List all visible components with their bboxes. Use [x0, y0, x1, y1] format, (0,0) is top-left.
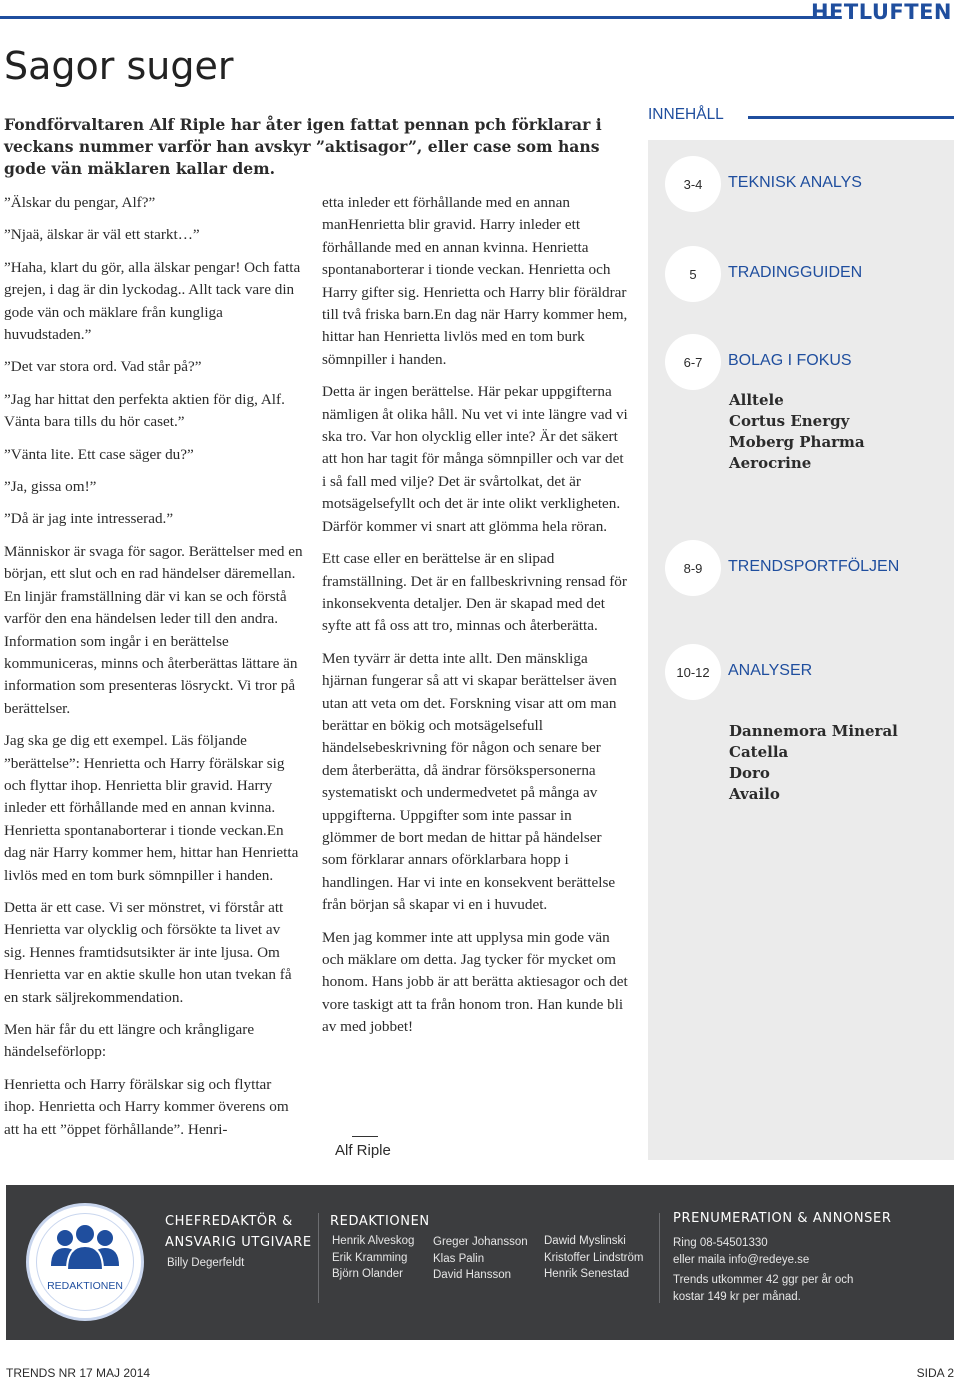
bolag-list — [729, 390, 865, 474]
toc-page-badge: 6-7 — [665, 334, 721, 390]
paragraph: ”Jag har hittat den perfekta aktien för dig, Alf. Vänta bara tills du hör caset.” — [4, 390, 285, 431]
masthead-footer — [6, 1185, 954, 1340]
top-rule — [0, 16, 838, 19]
paragraph: Men jag kommer inte att upplysa min gode vän och mäklare om detta. Jag tycker för mycket om honom. Hans jobb är att berätta aktiesagor och det vore taskigt att ta från honom tron. Han kunde bli av med jobbet! — [322, 928, 628, 1036]
company-name: Aerocrine — [729, 454, 812, 472]
toc-item-bolag-i-fokus[interactable] — [655, 334, 950, 394]
staff-name: Björn Olander — [332, 1268, 403, 1280]
footer-divider — [659, 1213, 660, 1303]
staff-name: Greger Johansson — [433, 1236, 528, 1248]
editor-heading-line: ANSVARIG UTGIVARE — [165, 1235, 312, 1250]
paragraph: ”Haha, klart du gör, alla älskar pengar! Och fatta grejen, i dag är din lyckodag.. Allt tack vare din gode vän och mäklare från kungliga huvudstaden.” — [4, 258, 301, 344]
staff-name: Kristoffer Lindström — [544, 1251, 644, 1264]
subscribe-contact — [673, 1235, 809, 1268]
editor-heading-line: CHEFREDAKTÖR & — [165, 1214, 293, 1229]
sidebar-title: INNEHÅLL — [648, 106, 724, 123]
analyser-list — [729, 721, 898, 805]
paragraph: Henrietta och Harry förälskar sig och flyttar ihop. Henrietta och Harry kommer överens om att ha ett ”öppet förhållande”. Henri- — [4, 1075, 289, 1138]
article-title: Sagor suger — [4, 44, 234, 88]
staff-name: Klas Palin — [433, 1252, 485, 1265]
toc-label: TRADINGGUIDEN — [728, 264, 863, 281]
section-tag: HETLUFTEN — [810, 0, 952, 24]
staff-name: Henrik Senestad — [544, 1268, 630, 1280]
company-name: Doro — [729, 764, 770, 782]
toc-label: ANALYSER — [728, 662, 813, 679]
paragraph: ”Älskar du pengar, Alf?” — [4, 194, 156, 211]
editor-name: Billy Degerfeldt — [167, 1257, 245, 1269]
toc-page-badge: 3-4 — [665, 156, 721, 212]
subscribe-info — [673, 1272, 853, 1305]
toc-label: TRENDSPORTFÖLJEN — [728, 558, 900, 575]
paragraph: Jag ska ge dig ett exempel. Läs följande ”berättelse”: Henrietta och Harry förälskar sig och flyttar ihop. Henrietta blir gravid. Harry inleder ett förhållande med en annan kvinna. Henrietta spontanaborterar i tionde veckan.En dag när Harry kommer hem, hittar han Henrietta livlös med en tom burk sömnpiller i handen. — [4, 732, 299, 884]
paragraph: ”Vänta lite. Ett case säger du?” — [4, 445, 194, 463]
paragraph: Men tyvärr är detta inte allt. Den mänskliga hjärnan fungerar så att vi skapar berättelser även utan att veta om det. Forskning visar att om man berättar en bökig och motsägelsefull händelsebeskrivning för någon och senare ber dem återberätta, då ändrar försökspersonerna systematiskt och undermedvetet på många av uppgifterna. Uppgifter som inte passar in glömmer de bort medan de hittar på händelser som förklarar annars oförklarbara hopp i handlingen. Har vi inte en konsekvent berättelse från början så skapar vi en i huvudet. — [322, 649, 617, 914]
toc-item-trendsportfoljen[interactable] — [655, 540, 950, 600]
paragraph: Men här får du ett längre och krångligare händelseförlopp: — [4, 1021, 255, 1061]
article-column-2 — [322, 192, 628, 1049]
paragraph: Människor är svaga för sagor. Berättelser med en början, ett slut och en rad händelser däremellan. En linjär framställning där vi kan se och förstå varför den ena händelsen leder till den andra. Information som ingår i en berättelse kommuniceras, minns och återberättas lättare än information som presenteras lösryckt. Vi tror på berättelser. — [4, 542, 303, 717]
paragraph: etta inleder ett förhållande med en annan manHenrietta blir gravid. Harry inleder ett förhållande med en annan kvinna. Henrietta spontanaborterar i tionde veckan. Henrietta och Harry gifter sig. Henrietta och Harry blir föräldrar till två friska barn.En dag när Harry kommer hem, hittar han Henrietta livlös med en tom burk sömnpiller i handen. — [322, 194, 628, 368]
paragraph: Ett case eller en berättelse är en slipad framställning. Det är en fallbeskrivning rensad för inkonsekventa detaljer. Den är skapad med det syfte att få oss att tro, minnas och återberätta. — [322, 550, 627, 635]
sidebar-header — [648, 106, 954, 124]
staff-name: Dawid Myslinski — [544, 1235, 626, 1247]
paragraph: ”Njaä, älskar är väl ett starkt…” — [4, 226, 200, 244]
toc-item-teknisk-analys[interactable] — [655, 156, 950, 216]
company-name: Availo — [729, 785, 780, 803]
toc-label: TEKNISK ANALYS — [728, 174, 862, 191]
byline-rule — [352, 1136, 378, 1137]
paragraph: Detta är ett case. Vi ser mönstret, vi förstår att Henrietta var olycklig och försökte ta livet av sig. Hennes framtidsutsikter är inte ljusa. Om Henrietta var en aktie skulle hon utan tvekan få en stark säljrekommendation. — [4, 898, 292, 1006]
paragraph: ”Det var stora ord. Vad står på?” — [4, 358, 202, 376]
article-ingress: Fondförvaltaren Alf Riple har åter igen fattat pennan pch förklarar i veckans nummer varför han avskyr ”aktisagor”, eller case som hans gode vän mäklaren kallar dem. — [4, 115, 602, 178]
subscribe-phone: Ring 08-54501330 — [673, 1237, 768, 1249]
logo-text: REDAKTIONEN — [47, 1280, 123, 1292]
redaktionen-logo — [26, 1203, 144, 1321]
page-number: SIDA 2 — [916, 1366, 954, 1380]
staff-name: Henrik Alveskog — [332, 1235, 415, 1247]
issue-label: TRENDS NR 17 MAJ 2014 — [6, 1366, 151, 1380]
toc-page-badge: 5 — [665, 246, 721, 302]
staff-name: Erik Kramming — [332, 1251, 408, 1264]
article-column-1 — [4, 192, 304, 1151]
toc-page-badge: 8-9 — [665, 540, 721, 596]
footer-divider — [318, 1213, 319, 1303]
company-name: Cortus Energy — [729, 412, 850, 430]
paragraph: Detta är ingen berättelse. Här pekar uppgifterna nämligen åt olika håll. Nu vet vi inte längre vad vi ska tro. Var hon olycklig eller inte? Är det säkert att hon har tagit för många sömnpiller och var det i så fall med vilje? Det är svårtolkat, det är motsägelsefyllt och det är inte olikt verkligheten. Därför kommer vi snart att glömma hela röran. — [322, 383, 628, 535]
people-icon — [29, 1212, 141, 1282]
toc-label: BOLAG I FOKUS — [728, 352, 852, 369]
staff-column-2 — [433, 1234, 528, 1284]
staff-name: David Hansson — [433, 1269, 511, 1281]
subscribe-email[interactable]: eller maila info@redeye.se — [673, 1253, 810, 1266]
sidebar-title-rule — [748, 116, 954, 119]
paragraph: ”Då är jag inte intresserad.” — [4, 510, 174, 528]
company-name: Moberg Pharma — [729, 433, 865, 451]
subscribe-info-line: Trends utkommer 42 ggr per år och — [673, 1274, 854, 1286]
toc-item-tradingguiden[interactable] — [655, 246, 950, 306]
company-name: Catella — [729, 743, 789, 761]
staff-column-3 — [544, 1233, 644, 1283]
company-name: Alltele — [729, 391, 784, 409]
subscribe-heading: PRENUMERATION & ANNONSER — [673, 1211, 892, 1226]
subscribe-info-line: kostar 149 kr per månad. — [673, 1290, 801, 1303]
toc-item-analyser[interactable] — [655, 644, 950, 704]
redaktionen-heading: REDAKTIONEN — [330, 1214, 430, 1229]
staff-column-1 — [332, 1233, 414, 1283]
author-byline: Alf Riple — [335, 1142, 391, 1159]
company-name: Dannemora Mineral — [729, 722, 898, 740]
paragraph: ”Ja, gissa om!” — [4, 478, 97, 496]
editor-heading — [165, 1211, 312, 1253]
toc-page-badge: 10-12 — [665, 644, 721, 700]
